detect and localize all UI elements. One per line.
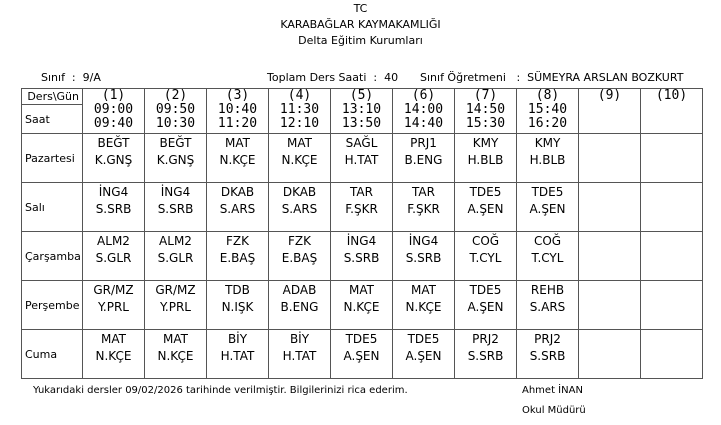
lesson-subject: MAT [287,136,312,150]
lesson-teacher: H.BLB [529,153,566,167]
lesson-cell [455,134,517,183]
lesson-subject: SAĞL [345,136,378,150]
period-end: 12:10 [279,116,320,131]
period-end: 13:50 [341,116,382,131]
lesson-subject: MAT [225,136,250,150]
period-header [641,89,703,134]
lesson-cell [83,330,145,379]
period-number: (5) [349,88,374,103]
lesson-subject [641,134,702,135]
period-header [83,89,145,134]
lesson-teacher: A.ŞEN [405,349,442,363]
lesson-teacher: S.SRB [529,349,566,363]
period-header [269,89,331,134]
lesson-cell [207,330,269,379]
period-number: (8) [535,88,560,103]
lesson-cell [393,281,455,330]
lesson-teacher: A.ŞEN [467,202,504,216]
lesson-teacher: A.ŞEN [343,349,380,363]
lesson-cell [393,183,455,232]
lesson-subject: FZK [226,234,249,248]
day-row [22,134,703,183]
lesson-cell [455,330,517,379]
lesson-cell [641,232,703,281]
lesson-cell [331,183,393,232]
lesson-teacher: S.SRB [467,349,504,363]
lesson-teacher: S.SRB [95,202,132,216]
lesson-cell [83,281,145,330]
lesson-cell [455,183,517,232]
lesson-cell [145,330,207,379]
period-number: (10) [655,88,688,103]
lesson-cell [145,183,207,232]
day-label: Pazartesi [22,134,83,183]
lesson-subject: BİY [227,332,248,346]
period-start: 11:30 [279,102,320,117]
lesson-cell [83,232,145,281]
lesson-cell [393,330,455,379]
lesson-cell [269,330,331,379]
lesson-teacher: N.KÇE [95,349,132,363]
lesson-cell [83,134,145,183]
lesson-subject: PRJ2 [534,332,561,346]
period-start: 15:40 [527,102,568,117]
period-number: (2) [163,88,188,103]
lesson-cell [331,134,393,183]
lesson-teacher: H.TAT [282,349,317,363]
lesson-subject: İNG4 [160,185,191,199]
period-number: (1) [101,88,126,103]
period-header [207,89,269,134]
period-header [331,89,393,134]
lesson-teacher: N.KÇE [219,153,256,167]
period-end: 14:40 [403,116,444,131]
lesson-subject: TDE5 [345,332,378,346]
period-start: 09:00 [93,102,134,117]
period-end: 16:20 [527,116,568,131]
period-start: 14:00 [403,102,444,117]
lesson-teacher: S.ARS [529,300,566,314]
lesson-subject: İNG4 [408,234,439,248]
lesson-subject: ADAB [282,283,317,297]
lesson-teacher: F.ŞKR [407,202,440,216]
lesson-teacher: S.GLR [157,251,194,265]
lesson-cell [331,232,393,281]
lesson-subject: TDE5 [469,283,502,297]
lesson-cell [579,281,641,330]
lesson-teacher: N.KÇE [405,300,442,314]
lesson-teacher: H.TAT [344,153,379,167]
lesson-cell [641,183,703,232]
lesson-subject: KMY [472,136,499,150]
period-end: 09:40 [93,116,134,131]
principal-title: Okul Müdürü [522,405,586,416]
lesson-teacher: S.ARS [219,202,256,216]
period-end: 10:30 [155,116,196,131]
lesson-subject [641,183,702,184]
lesson-cell [393,232,455,281]
lesson-cell [579,183,641,232]
lesson-subject: GR/MZ [155,283,196,297]
lesson-subject [641,330,702,331]
lesson-teacher: N.KÇE [343,300,380,314]
lesson-teacher: N.IŞK [221,300,254,314]
lesson-cell [331,330,393,379]
lesson-teacher: H.BLB [467,153,504,167]
lesson-teacher: S.SRB [157,202,194,216]
period-number: (6) [411,88,436,103]
day-row [22,232,703,281]
lesson-cell [331,281,393,330]
lesson-cell [517,281,579,330]
lesson-subject [579,134,640,135]
period-number: (3) [225,88,250,103]
lesson-subject: TDB [225,283,250,297]
footer-note: Yukarıdaki dersler 09/02/2026 tarihinde verilmiştir. Bilgilerinizi rica ederim. [33,385,408,396]
lesson-cell [517,232,579,281]
lesson-cell [455,232,517,281]
lesson-subject: BEĞT [159,136,192,150]
period-header [579,89,641,134]
lesson-cell [145,232,207,281]
lesson-teacher: E.BAŞ [219,251,256,265]
period-number: (9) [597,88,622,103]
principal-name: Ahmet İNAN [522,385,583,396]
lesson-subject [579,281,640,282]
lesson-cell [207,134,269,183]
lesson-subject: TAR [412,185,435,199]
lesson-subject: TDE5 [531,185,564,199]
lesson-teacher: T.CYL [469,251,502,265]
lesson-cell [641,330,703,379]
lesson-subject: MAT [411,283,436,297]
lesson-teacher: Y.PRL [160,300,191,314]
day-label: Perşembe [22,281,83,330]
period-number: (7) [473,88,498,103]
period-header-row [22,89,703,105]
day-row [22,330,703,379]
lesson-subject: ALM2 [159,234,192,248]
lesson-subject [641,281,702,282]
lesson-subject [641,232,702,233]
day-label: Cuma [22,330,83,379]
lesson-subject: REHB [530,283,565,297]
lesson-subject: COĞ [471,234,500,248]
period-header [455,89,517,134]
lesson-cell [579,232,641,281]
corner-label: Ders\Gün [22,89,83,105]
lesson-cell [269,183,331,232]
lesson-subject: BİY [289,332,310,346]
lesson-teacher: Y.PRL [98,300,129,314]
lesson-subject [579,232,640,233]
lesson-cell [269,134,331,183]
lesson-subject: TAR [350,185,373,199]
lesson-subject: İNG4 [346,234,377,248]
period-end: 11:20 [217,116,258,131]
lesson-subject: MAT [101,332,126,346]
lesson-cell [269,232,331,281]
period-header [145,89,207,134]
lesson-cell [517,183,579,232]
lesson-teacher: F.ŞKR [345,202,378,216]
lesson-subject [579,330,640,331]
lesson-teacher: E.BAŞ [281,251,318,265]
lesson-teacher: S.SRB [343,251,380,265]
lesson-subject: FZK [288,234,311,248]
class-label: Sınıf : 9/A [41,71,101,84]
lesson-teacher: T.CYL [531,251,564,265]
day-row [22,281,703,330]
lesson-teacher: N.KÇE [157,349,194,363]
lesson-cell [207,281,269,330]
lesson-cell [207,232,269,281]
lesson-teacher: N.KÇE [281,153,318,167]
period-header [517,89,579,134]
lesson-subject: TDE5 [469,185,502,199]
lesson-cell [517,330,579,379]
header-tc: TC [353,2,368,15]
lesson-cell [145,134,207,183]
lesson-subject [579,183,640,184]
total-hours-label: Toplam Ders Saati : 40 [267,71,399,84]
period-start: 13:10 [341,102,382,117]
lesson-cell [579,330,641,379]
lesson-subject: GR/MZ [93,283,134,297]
lesson-subject: MAT [349,283,374,297]
lesson-subject: İNG4 [98,185,129,199]
lesson-cell [393,134,455,183]
header-school: Delta Eğitim Kurumları [298,34,423,47]
lesson-cell [517,134,579,183]
lesson-teacher: S.GLR [95,251,132,265]
lesson-cell [145,281,207,330]
period-start: 14:50 [465,102,506,117]
class-teacher-label: Sınıf Öğretmeni : SÜMEYRA ARSLAN BOZKURT [420,71,684,84]
lesson-teacher: S.ARS [281,202,318,216]
day-label: Salı [22,183,83,232]
day-row [22,183,703,232]
period-number: (4) [287,88,312,103]
header-district: KARABAĞLAR KAYMAKAMLIĞI [280,18,441,31]
lesson-teacher: K.GNŞ [94,153,133,167]
lesson-cell [455,281,517,330]
lesson-subject: PRJ2 [472,332,499,346]
lesson-subject: BEĞT [97,136,130,150]
saat-label: Saat [22,105,83,134]
lesson-cell [269,281,331,330]
timetable [21,88,703,379]
lesson-subject: DKAB [282,185,317,199]
day-label: Çarşamba [22,232,83,281]
lesson-teacher: B.ENG [280,300,319,314]
lesson-subject: MAT [163,332,188,346]
lesson-teacher: S.SRB [405,251,442,265]
lesson-subject: ALM2 [97,234,130,248]
lesson-subject: PRJ1 [410,136,437,150]
lesson-cell [641,134,703,183]
lesson-subject: KMY [534,136,561,150]
lesson-teacher: B.ENG [404,153,443,167]
period-end: 15:30 [465,116,506,131]
lesson-subject: COĞ [533,234,562,248]
period-header [393,89,455,134]
lesson-cell [579,134,641,183]
lesson-subject: TDE5 [407,332,440,346]
lesson-teacher: K.GNŞ [156,153,195,167]
period-start: 09:50 [155,102,196,117]
lesson-cell [83,183,145,232]
lesson-cell [641,281,703,330]
lesson-teacher: A.ŞEN [529,202,566,216]
lesson-teacher: A.ŞEN [467,300,504,314]
period-start: 10:40 [217,102,258,117]
lesson-subject: DKAB [220,185,255,199]
lesson-cell [207,183,269,232]
lesson-teacher: H.TAT [220,349,255,363]
